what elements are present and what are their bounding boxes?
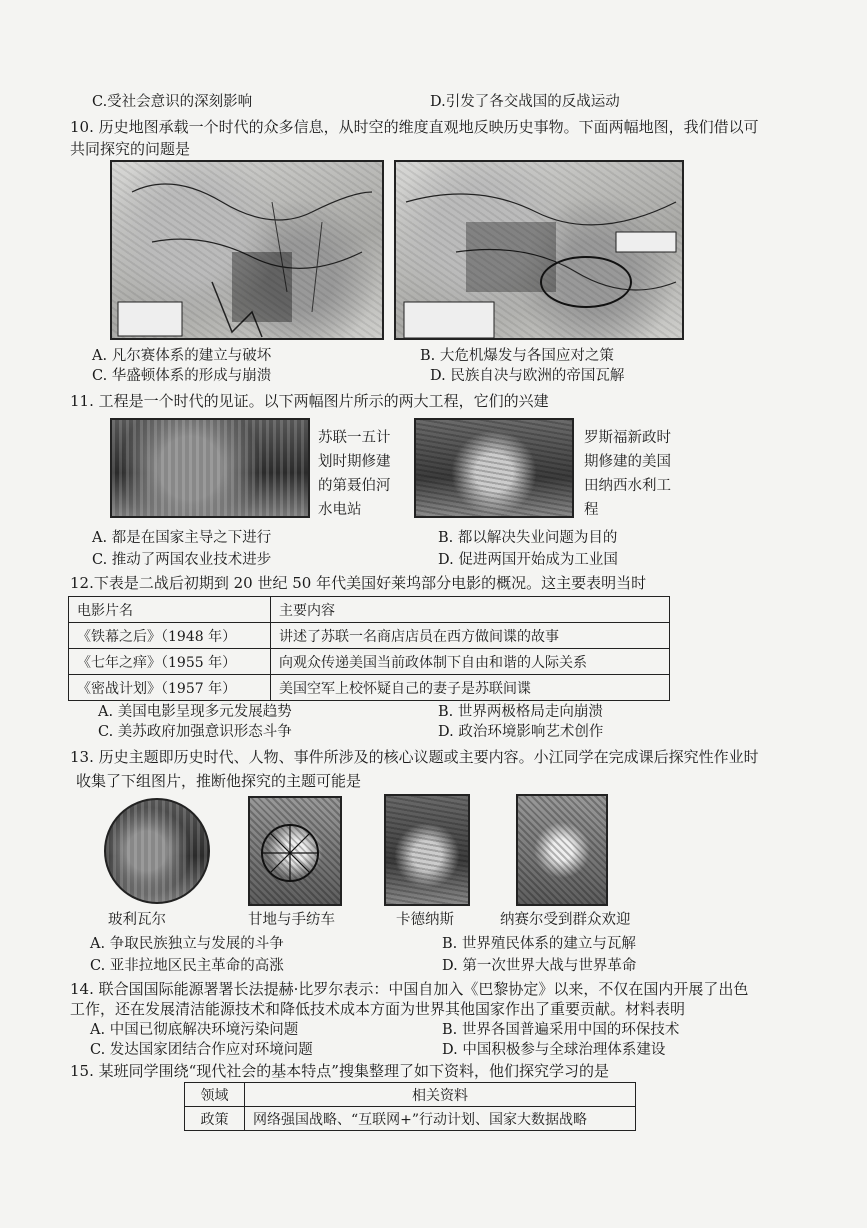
table-row — [69, 649, 670, 675]
map-europe-interwar — [110, 160, 384, 340]
table-header: 主要内容 — [271, 597, 670, 623]
caption-line: 水电站 — [318, 502, 362, 518]
q13-option-b: B. 世界殖民体系的建立与瓦解 — [442, 936, 636, 952]
caption-line: 划时期修建 — [318, 454, 391, 470]
q14-option-b: B. 世界各国普遍采用中国的环保技术 — [442, 1022, 680, 1038]
q13-stem-line2: 收集了下组图片，推断他探究的主题可能是 — [76, 772, 362, 790]
q14-option-c: C. 发达国家团结合作应对环境问题 — [90, 1042, 313, 1058]
photo-dnieper-dam — [110, 418, 310, 518]
q15-stem: 15. 某班同学围绕“现代社会的基本特点”搜集整理了如下资料，他们探究学习的是 — [70, 1062, 609, 1080]
table-cell: 《铁幕之后》（1948 年） — [69, 623, 271, 649]
table-header-row — [185, 1083, 636, 1107]
table-row — [69, 623, 670, 649]
q14-stem-line2: 工作，还在发展清洁能源技术和降低技术成本方面为世界其他国家作出了重要贡献。材料表明 — [70, 1000, 686, 1018]
q11-stem: 11. 工程是一个时代的见证。以下两幅图片所示的两大工程，它们的兴建 — [70, 392, 549, 410]
table-header: 电影片名 — [69, 597, 271, 623]
caption-nasser: 纳赛尔受到群众欢迎 — [500, 912, 631, 928]
q14-option-d: D. 中国积极参与全球治理体系建设 — [442, 1042, 666, 1058]
q12-option-c: C. 美苏政府加强意识形态斗争 — [98, 724, 292, 740]
q12-option-d: D. 政治环境影响艺术创作 — [438, 724, 604, 740]
q12-stem: 12.下表是二战后初期到 20 世纪 50 年代美国好莱坞部分电影的概况。这主要表明当时 — [70, 574, 647, 592]
q10-option-d: D. 民族自决与欧洲的帝国瓦解 — [430, 368, 625, 384]
caption-tva — [584, 426, 671, 522]
caption-dnieper — [318, 426, 391, 522]
option-c: C.受社会意识的深刻影响 — [92, 94, 253, 110]
q10-option-c: C. 华盛顿体系的形成与崩溃 — [92, 368, 272, 384]
q12-option-b: B. 世界两极格局走向崩溃 — [438, 704, 603, 720]
q13-option-a: A. 争取民族独立与发展的斗争 — [90, 936, 284, 952]
q13-stem-line1: 13. 历史主题即历史时代、人物、事件所涉及的核心议题或主要内容。小江同学在完成课后探究性作业时 — [70, 748, 759, 766]
photo-tva-project — [414, 418, 574, 518]
table-header: 相关资料 — [245, 1083, 636, 1107]
q14-stem-line1: 14. 联合国国际能源署署长法提赫·比罗尔表示：中国自加入《巴黎协定》以来，不仅在国内开展了出色 — [70, 980, 749, 998]
table-cell: 《密战计划》（1957 年） — [69, 675, 271, 701]
q10-option-b: B. 大危机爆发与各国应对之策 — [420, 348, 614, 364]
q11-option-c: C. 推动了两国农业技术进步 — [92, 552, 272, 568]
table-cell: 向观众传递美国当前政体制下自由和谐的人际关系 — [271, 649, 670, 675]
q13-option-d: D. 第一次世界大战与世界革命 — [442, 958, 637, 974]
caption-cardenas: 卡德纳斯 — [396, 912, 454, 928]
caption-line: 苏联一五计 — [318, 430, 391, 446]
caption-line: 罗斯福新政时 — [584, 430, 671, 446]
caption-bolivar: 玻利瓦尔 — [108, 912, 166, 928]
q10-stem-line1: 10. 历史地图承载一个时代的众多信息，从时空的维度直观地反映历史事物。下面两幅地图，我们借以可 — [70, 118, 759, 136]
table-row — [69, 675, 670, 701]
photo-bolivar — [104, 798, 210, 904]
table-row — [185, 1107, 636, 1131]
map-europe-ww2 — [394, 160, 684, 340]
caption-line: 程 — [584, 502, 599, 518]
table-header-row — [69, 597, 670, 623]
caption-line: 期修建的美国 — [584, 454, 671, 470]
caption-line: 的第聂伯河 — [318, 478, 391, 494]
material-table — [184, 1082, 636, 1131]
table-cell: 网络强国战略、“互联网+”行动计划、国家大数据战略 — [245, 1107, 636, 1131]
film-table — [68, 596, 670, 701]
caption-gandhi: 甘地与手纺车 — [248, 912, 335, 928]
q11-option-d: D. 促进两国开始成为工业国 — [438, 552, 618, 568]
photo-gandhi-spinning-wheel — [248, 796, 342, 906]
option-d: D.引发了各交战国的反战运动 — [430, 94, 620, 110]
table-header: 领域 — [185, 1083, 245, 1107]
photo-cardenas — [384, 794, 470, 906]
q11-option-a: A. 都是在国家主导之下进行 — [92, 530, 272, 546]
q12-option-a: A. 美国电影呈现多元发展趋势 — [98, 704, 292, 720]
caption-line: 田纳西水利工 — [584, 478, 671, 494]
map-borders-icon — [396, 162, 684, 340]
photo-nasser-crowd — [516, 794, 608, 906]
table-cell: 讲述了苏联一名商店店员在西方做间谍的故事 — [271, 623, 670, 649]
table-cell: 美国空军上校怀疑自己的妻子是苏联间谍 — [271, 675, 670, 701]
q11-option-b: B. 都以解决失业问题为目的 — [438, 530, 618, 546]
table-cell: 政策 — [185, 1107, 245, 1131]
table-cell: 《七年之痒》（1955 年） — [69, 649, 271, 675]
spinning-wheel-icon — [250, 798, 342, 906]
q10-stem-line2: 共同探究的问题是 — [70, 140, 191, 158]
q13-option-c: C. 亚非拉地区民主革命的高涨 — [90, 958, 284, 974]
q14-option-a: A. 中国已彻底解决环境污染问题 — [90, 1022, 299, 1038]
map-borders-icon — [112, 162, 384, 340]
q10-option-a: A. 凡尔赛体系的建立与破坏 — [92, 348, 272, 364]
